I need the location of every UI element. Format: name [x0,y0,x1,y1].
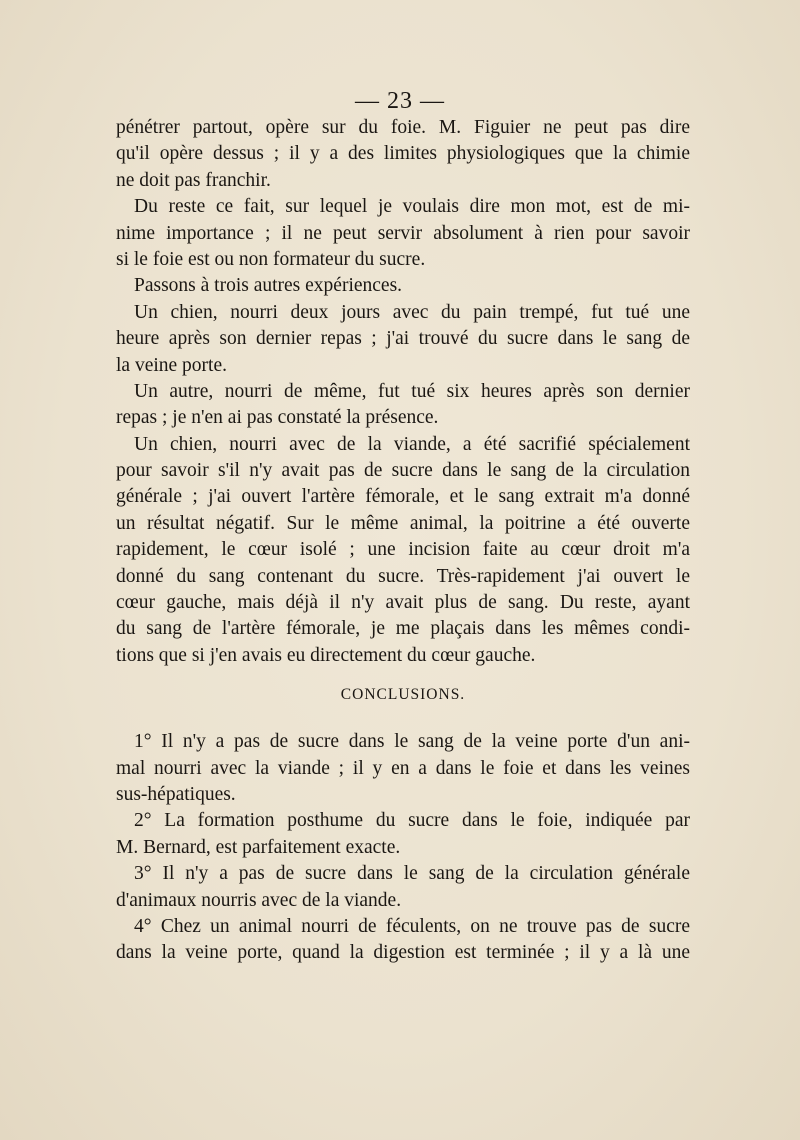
text-line: sus-hépatiques. [116,783,236,805]
text-line: nime importance ; il ne peut servir absolument à rien pour savoir [116,222,690,244]
text-line: un résultat négatif. Sur le même animal, la poitrine a été ouverte [116,512,690,534]
text-line: ne doit pas franchir. [116,169,271,191]
body-text [116,115,690,967]
text-line: M. Bernard, est parfaitement exacte. [116,836,401,858]
text-line: qu'il opère dessus ; il y a des limites physiologiques que la chimie [116,143,690,165]
text-line: la veine porte. [116,354,227,376]
text-line: heure après son dernier repas ; j'ai trouvé du sucre dans le sang de [116,328,690,350]
text-line: Un autre, nourri de même, fut tué six heures après son dernier [134,380,690,402]
text-line: 4° Chez un animal nourri de féculents, on ne trouve pas de sucre [134,915,690,937]
text-line: 3° Il n'y a pas de sucre dans le sang de la circulation générale [134,863,690,885]
text-line: tions que si j'en avais eu directement du cœur gauche. [116,644,536,666]
text-line: Passons à trois autres expériences. [134,275,403,297]
text-line: repas ; je n'en ai pas constaté la présence. [116,407,439,429]
text-line: d'animaux nourris avec de la viande. [116,889,402,911]
text-line: cœur gauche, mais déjà il n'y avait plus de sang. Du reste, ayant [116,592,690,614]
text-line: pour savoir s'il n'y avait pas de sucre dans le sang de la circulation [116,460,690,482]
text-line: si le foie est ou non formateur du sucre. [116,248,426,270]
text-line: générale ; j'ai ouvert l'artère fémorale, et le sang extrait m'a donné [116,486,690,508]
section-heading: CONCLUSIONS. [340,686,466,704]
text-line: du sang de l'artère fémorale, je me plaçais dans les mêmes condi- [116,618,690,640]
text-line: 1° Il n'y a pas de sucre dans le sang de la veine porte d'un ani- [134,731,690,753]
text-line: Un chien, nourri deux jours avec du pain trempé, fut tué une [134,301,690,323]
text-line: pénétrer partout, opère sur du foie. M. Figuier ne peut pas dire [116,117,690,138]
page-number: — 23 — [355,88,445,114]
text-line: Du reste ce fait, sur lequel je voulais dire mon mot, est de mi- [134,196,690,218]
text-line: mal nourri avec la viande ; il y en a dans le foie et dans les veines [116,757,690,779]
text-line: dans la veine porte, quand la digestion est terminée ; il y a là une [116,942,690,964]
text-line: rapidement, le cœur isolé ; une incision faite au cœur droit m'a [116,539,690,561]
text-line: 2° La formation posthume du sucre dans le foie, indiquée par [134,810,690,832]
text-line: donné du sang contenant du sucre. Très-rapidement j'ai ouvert le [116,565,690,587]
text-line: Un chien, nourri avec de la viande, a été sacrifié spécialement [134,433,690,455]
